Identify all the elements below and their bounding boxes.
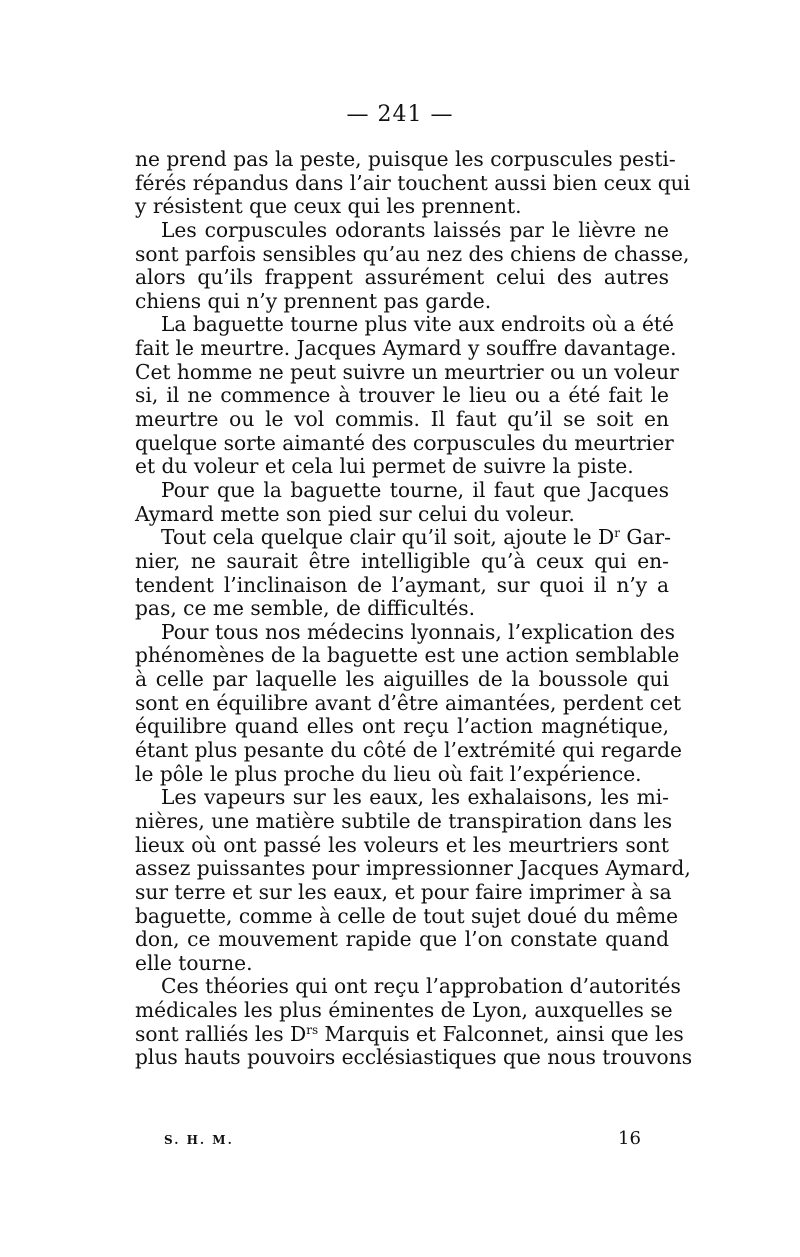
text-line [135, 525, 672, 550]
text-line-content: Tout cela quelque clair qu’il soit, ajoute le D [161, 525, 615, 550]
text-line-content: nières, une matière subtile de transpiration dans les [135, 808, 673, 833]
text-line [135, 290, 669, 314]
text-line-content: sont ralliés les D [135, 1021, 307, 1046]
text-line-content: ne prend pas la peste, puisque les corpuscules pesti- [135, 147, 676, 171]
text-line-content: étant plus pesante du côté de l’extrémité qui regarde [135, 738, 682, 763]
text-line [135, 219, 669, 243]
text-line-content: Les vapeurs sur les eaux, les exhalaisons, les mi- [161, 785, 669, 810]
page-number: — 241 — [346, 102, 454, 127]
text-line-content: Ces théories qui ont reçu l’approbation d’autorités [161, 974, 681, 999]
text-line-continuation: Marquis et Falconnet, ainsi que les [318, 1021, 684, 1046]
text-line [135, 974, 681, 999]
text-line [135, 715, 669, 739]
text-line-content: fait le meurtre. Jacques Aymard y souffre davantage. [135, 336, 677, 361]
superscript: rs [306, 1022, 319, 1037]
text-line [135, 503, 669, 527]
text-line [135, 643, 680, 668]
text-line [135, 359, 679, 385]
text-line-content: elle tourne. [135, 950, 253, 975]
text-line [135, 808, 673, 834]
signature-number: 16 [618, 1128, 641, 1149]
text-line-content: Pour tous nos médecins lyonnais, l’explication des [161, 619, 675, 644]
text-line [135, 952, 669, 976]
text-line [135, 312, 674, 337]
text-line-content: nier, ne saurait être intelligible qu’à ceux qui en- [135, 548, 669, 573]
text-line-content: si, il ne commence à trouver le lieu ou a été fait le [135, 383, 669, 408]
text-line [135, 479, 669, 503]
text-line [135, 668, 669, 692]
text-line-content: La baguette tourne plus vite aux endroits où a été [161, 312, 674, 337]
text-line-content: plus hauts pouvoirs ecclésiastiques que nous trouvons [135, 1045, 693, 1070]
signature-mark: S. H. M. [164, 1133, 234, 1147]
text-line [135, 430, 674, 456]
text-line [135, 241, 690, 267]
text-line-content: médicales les plus éminentes de Lyon, auxquelles se [135, 998, 673, 1023]
text-line-continuation: Gar- [619, 525, 672, 550]
text-line [135, 856, 691, 881]
text-line [135, 550, 669, 574]
text-line-content: équilibre quand elles ont reçu l’action magnétique, [135, 714, 669, 739]
text-line [135, 928, 669, 952]
text-line-content: Les corpuscules odorants laissés par le lièvre ne [161, 217, 669, 242]
text-line-content: Pour que la baguette tourne, il faut que Jacques [161, 477, 669, 502]
text-line-content: y résistent que ceux qui les prennent. [135, 194, 522, 219]
text-line [135, 597, 669, 621]
text-line [135, 195, 669, 219]
text-line-content: assez puissantes pour impressionner Jacques Aymard, [135, 856, 691, 881]
text-line-content: Aymard mette son pied sur celui du voleur. [135, 501, 575, 526]
text-line-content: baguette, comme à celle de tout sujet doué du même [135, 903, 679, 928]
text-line-content: pas, ce me semble, de difficultés. [135, 596, 476, 621]
text-line-content: à celle par laquelle les aiguilles de la boussole qui [135, 667, 669, 692]
text-line-content: férés répandus dans l’air touchent aussi bien ceux qui [135, 170, 691, 195]
text-line-content: Cet homme ne peut suivre un meurtrier ou un voleur [135, 359, 679, 384]
text-line [135, 903, 679, 929]
text-line [135, 1021, 684, 1047]
text-line [135, 147, 676, 172]
text-line-content: quelque sorte aimanté des corpuscules du meurtrier [135, 430, 674, 455]
text-line-content: chiens qui n’y prennent pas garde. [135, 288, 492, 313]
text-line [135, 690, 682, 716]
text-line-content: alors qu’ils frappent assurément celui des autres [135, 265, 669, 290]
text-line [135, 336, 677, 361]
superscript: r [614, 526, 620, 541]
text-line [135, 170, 691, 196]
text-line-content: don, ce mouvement rapide que l’on constate quand [135, 927, 669, 952]
text-line [135, 738, 682, 763]
text-line-content: meurtre ou le vol commis. Il faut qu’il se soit en [135, 407, 669, 432]
text-line-content: sont en équilibre avant d’être aimantées, perdent cet [135, 690, 682, 715]
text-line-content: phénomènes de la baguette est une action semblable [135, 643, 680, 668]
text-line-content: tendent l’inclinaison de l’aymant, sur quoi il n’y a [135, 572, 669, 597]
text-line [135, 1045, 693, 1070]
text-line-content: sur terre et sur les eaux, et pour faire imprimer à sa [135, 879, 672, 904]
body-text [135, 147, 693, 1070]
text-line-content: sont parfois sensibles qu’au nez des chiens de chasse, [135, 241, 690, 266]
text-line [135, 834, 669, 858]
text-line [135, 266, 669, 290]
text-line-content: lieux où ont passé les voleurs et les meurtriers sont [135, 832, 669, 857]
text-line [135, 998, 673, 1023]
text-line-content: et du voleur et cela lui permet de suivre la piste. [135, 454, 634, 479]
text-line [135, 786, 669, 810]
text-line-content: le pôle le plus proche du lieu où fait l’expérience. [135, 761, 642, 786]
text-line [135, 455, 669, 479]
text-line [135, 619, 675, 645]
text-line [135, 384, 669, 408]
text-line [135, 574, 669, 598]
text-line [135, 408, 669, 432]
text-line [135, 879, 672, 905]
text-line [135, 763, 669, 787]
